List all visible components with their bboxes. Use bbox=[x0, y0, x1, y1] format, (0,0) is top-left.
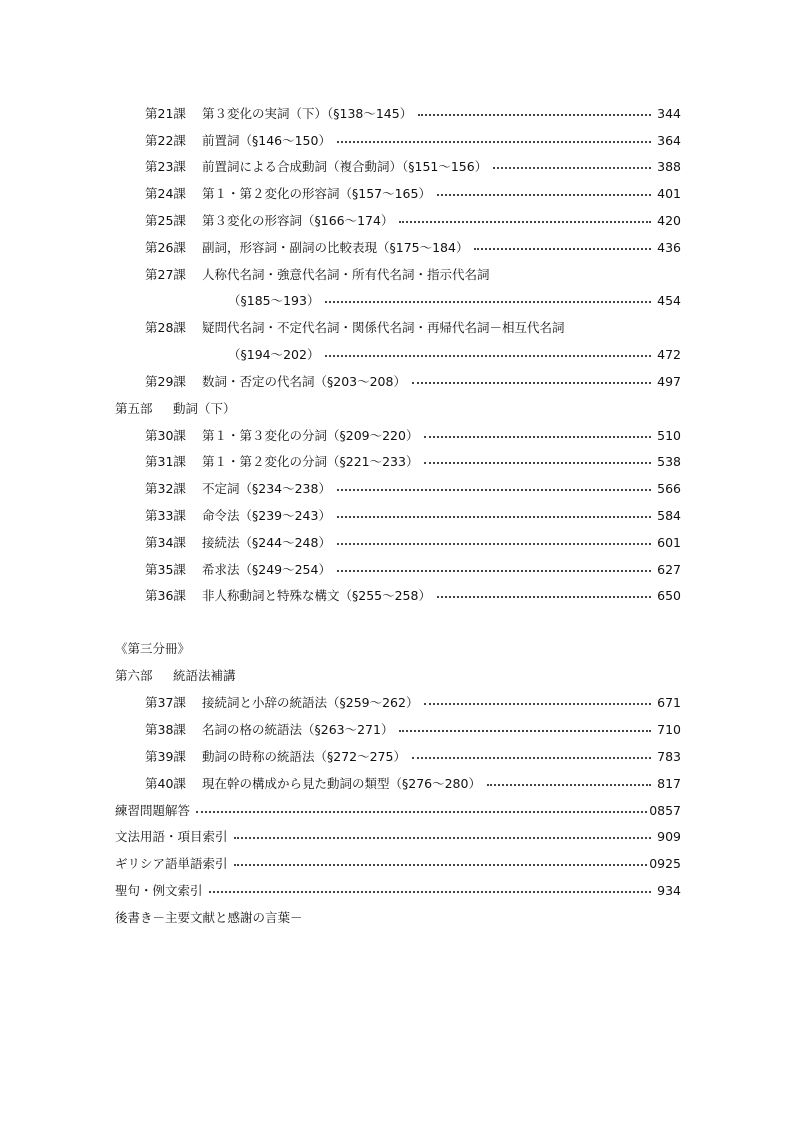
toc-entry bbox=[0, 719, 681, 739]
dot-leader bbox=[196, 811, 647, 813]
lesson-number: 第33課 bbox=[145, 508, 186, 523]
dot-leader bbox=[337, 516, 651, 518]
part-number: 第六部 bbox=[115, 668, 153, 683]
page-number: 454 bbox=[657, 292, 681, 308]
page-number: 436 bbox=[657, 239, 681, 255]
dot-leader bbox=[399, 730, 651, 732]
dot-leader bbox=[337, 141, 651, 143]
lesson-number: 第29課 bbox=[145, 374, 186, 389]
page-number: 388 bbox=[657, 158, 681, 174]
toc-entry bbox=[0, 559, 681, 579]
entry-title: 後書き－主要文献と感謝の言葉－ bbox=[115, 910, 303, 925]
volume-heading bbox=[0, 638, 681, 658]
page-number: 710 bbox=[657, 721, 681, 737]
toc-entry bbox=[0, 907, 681, 927]
lesson-number: 第34課 bbox=[145, 535, 186, 550]
dot-leader bbox=[437, 596, 651, 598]
page-number: 497 bbox=[657, 373, 681, 389]
volume-title: 《第三分冊》 bbox=[115, 641, 191, 656]
page-number: 817 bbox=[657, 775, 681, 791]
toc-entry bbox=[0, 130, 681, 150]
lesson-number: 第26課 bbox=[145, 240, 186, 255]
page-number: 934 bbox=[657, 882, 681, 898]
dot-leader bbox=[234, 837, 651, 839]
part-title: 統語法補講 bbox=[173, 668, 236, 683]
dot-leader bbox=[325, 355, 651, 357]
toc-entry bbox=[0, 156, 681, 176]
lesson-number: 第28課 bbox=[145, 320, 186, 335]
entry-title: 第１・第２変化の分詞（§221～233） bbox=[202, 454, 419, 469]
dot-leader bbox=[399, 221, 651, 223]
dot-leader bbox=[487, 784, 651, 786]
page-number: 783 bbox=[657, 748, 681, 764]
entry-title: 文法用語・項目索引 bbox=[115, 829, 228, 844]
part-heading bbox=[0, 665, 681, 685]
page-number: 401 bbox=[657, 185, 681, 201]
toc-entry bbox=[0, 585, 681, 605]
entry-title: 接続法（§244～248） bbox=[202, 535, 331, 550]
lesson-number: 第39課 bbox=[145, 749, 186, 764]
lesson-number: 第24課 bbox=[145, 186, 186, 201]
dot-leader bbox=[337, 570, 651, 572]
toc-entry bbox=[0, 264, 681, 284]
toc-entry bbox=[0, 103, 681, 123]
entry-title: 現在幹の構成から見た動詞の類型（§276～280） bbox=[202, 776, 481, 791]
page-number: 650 bbox=[657, 587, 681, 603]
entry-title: （§194～202） bbox=[228, 347, 320, 362]
dot-leader bbox=[437, 194, 651, 196]
lesson-number: 第32課 bbox=[145, 481, 186, 496]
entry-title: 数詞・否定の代名詞（§203～208） bbox=[202, 374, 406, 389]
lesson-number: 第21課 bbox=[145, 106, 186, 121]
lesson-number: 第22課 bbox=[145, 133, 186, 148]
dot-leader bbox=[412, 382, 651, 384]
part-title: 動詞（下） bbox=[173, 401, 236, 416]
toc-entry bbox=[0, 425, 681, 445]
toc-entry bbox=[0, 237, 681, 257]
page-number: 0925 bbox=[649, 855, 681, 871]
entry-title: 第３変化の実詞（下）（§138～145） bbox=[202, 106, 413, 121]
entry-title: 前置詞による合成動詞（複合動詞）（§151～156） bbox=[202, 159, 488, 174]
entry-title: 副詞，形容詞・副詞の比較表現（§175～184） bbox=[202, 240, 469, 255]
dot-leader bbox=[337, 489, 651, 491]
toc-entry-continuation bbox=[0, 290, 681, 310]
entry-title: 聖句・例文索引 bbox=[115, 883, 203, 898]
toc-entry bbox=[0, 478, 681, 498]
lesson-number: 第27課 bbox=[145, 267, 186, 282]
page-number: 566 bbox=[657, 480, 681, 496]
entry-title: 非人称動詞と特殊な構文（§255～258） bbox=[202, 588, 431, 603]
entry-title: 接続詞と小辞の統語法（§259～262） bbox=[202, 695, 419, 710]
toc-entry bbox=[0, 505, 681, 525]
toc-entry bbox=[0, 746, 681, 766]
entry-title: ギリシア語単語索引 bbox=[115, 856, 228, 871]
part-heading bbox=[0, 398, 681, 418]
dot-leader bbox=[209, 891, 651, 893]
dot-leader bbox=[337, 543, 651, 545]
dot-leader bbox=[412, 757, 651, 759]
lesson-number: 第40課 bbox=[145, 776, 186, 791]
page-number: 510 bbox=[657, 427, 681, 443]
lesson-number: 第25課 bbox=[145, 213, 186, 228]
entry-title: （§185～193） bbox=[228, 293, 320, 308]
lesson-number: 第31課 bbox=[145, 454, 186, 469]
lesson-number: 第30課 bbox=[145, 428, 186, 443]
toc-entry-continuation bbox=[0, 344, 681, 364]
dot-leader bbox=[325, 301, 651, 303]
page-number: 601 bbox=[657, 534, 681, 550]
toc-entry bbox=[0, 317, 681, 337]
dot-leader bbox=[424, 703, 651, 705]
page-number: 420 bbox=[657, 212, 681, 228]
lesson-number: 第37課 bbox=[145, 695, 186, 710]
entry-title: 第１・第３変化の分詞（§209～220） bbox=[202, 428, 419, 443]
dot-leader bbox=[424, 462, 651, 464]
page-number: 627 bbox=[657, 561, 681, 577]
toc-entry bbox=[0, 532, 681, 552]
entry-title: 練習問題解答 bbox=[115, 803, 191, 818]
page-number: 909 bbox=[657, 828, 681, 844]
entry-title: 疑問代名詞・不定代名詞・関係代名詞・再帰代名詞－相互代名詞 bbox=[202, 320, 565, 335]
dot-leader bbox=[424, 436, 651, 438]
entry-title: 第１・第２変化の形容詞（§157～165） bbox=[202, 186, 431, 201]
entry-title: 希求法（§249～254） bbox=[202, 562, 331, 577]
toc-entry bbox=[0, 451, 681, 471]
entry-title: 前置詞（§146～150） bbox=[202, 133, 331, 148]
toc-entry bbox=[0, 880, 681, 900]
toc-entry bbox=[0, 183, 681, 203]
toc-entry bbox=[0, 773, 681, 793]
entry-title: 命令法（§239～243） bbox=[202, 508, 331, 523]
page-number: 538 bbox=[657, 453, 681, 469]
page-number: 671 bbox=[657, 694, 681, 710]
part-number: 第五部 bbox=[115, 401, 153, 416]
lesson-number: 第35課 bbox=[145, 562, 186, 577]
page-number: 0857 bbox=[649, 802, 681, 818]
dot-leader bbox=[234, 864, 648, 866]
toc-entry bbox=[0, 853, 681, 873]
toc-entry bbox=[0, 371, 681, 391]
toc-entry bbox=[0, 826, 681, 846]
page-number: 344 bbox=[657, 105, 681, 121]
entry-title: 人称代名詞・強意代名詞・所有代名詞・指示代名詞 bbox=[202, 267, 490, 282]
page-number: 472 bbox=[657, 346, 681, 362]
toc-entry bbox=[0, 210, 681, 230]
dot-leader bbox=[493, 167, 651, 169]
lesson-number: 第36課 bbox=[145, 588, 186, 603]
dot-leader bbox=[418, 114, 651, 116]
toc-entry bbox=[0, 800, 681, 820]
entry-title: 不定詞（§234～238） bbox=[202, 481, 331, 496]
lesson-number: 第23課 bbox=[145, 159, 186, 174]
lesson-number: 第38課 bbox=[145, 722, 186, 737]
entry-title: 動詞の時称の統語法（§272～275） bbox=[202, 749, 406, 764]
entry-title: 名詞の格の統語法（§263～271） bbox=[202, 722, 394, 737]
toc-entry bbox=[0, 692, 681, 712]
page-number: 364 bbox=[657, 132, 681, 148]
dot-leader bbox=[474, 248, 651, 250]
page-number: 584 bbox=[657, 507, 681, 523]
entry-title: 第３変化の形容詞（§166～174） bbox=[202, 213, 394, 228]
